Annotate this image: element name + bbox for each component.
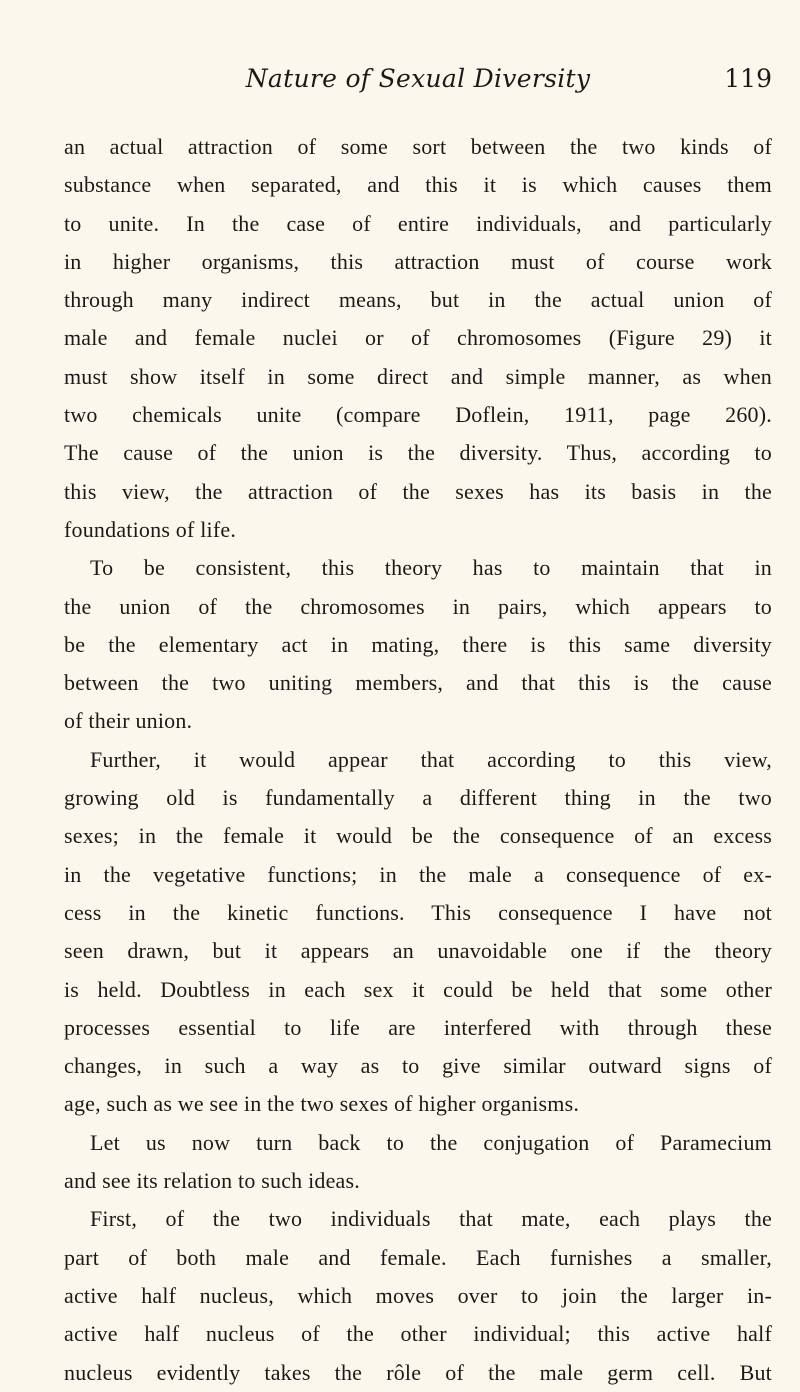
text-line: the union of the chromosomes in pairs, which appears to <box>64 593 772 619</box>
page-number: 119 <box>724 64 772 93</box>
text-line: Let us now turn back to the conjugation of Paramecium <box>90 1129 772 1155</box>
text-line: two chemicals unite (compare Doflein, 1911, page 260). <box>64 402 772 428</box>
text-line: this view, the attraction of the sexes has its basis in the <box>64 478 772 504</box>
text-line: to unite. In the case of entire individuals, and particularly <box>64 210 772 236</box>
text-line: age, such as we see in the two sexes of higher organisms. <box>64 1091 580 1117</box>
text-line: foundations of life. <box>64 516 237 542</box>
text-line: First, of the two individuals that mate, each plays the <box>90 1206 772 1232</box>
text-line: through many indirect means, but in the actual union of <box>64 287 772 313</box>
text-line: substance when separated, and this it is which causes them <box>64 172 772 198</box>
text-line: active half nucleus, which moves over to join the larger in- <box>64 1282 772 1308</box>
running-head <box>64 64 772 104</box>
text-line: sexes; in the female it would be the consequence of an excess <box>64 823 772 849</box>
text-line: an actual attraction of some sort between the two kinds of <box>64 134 772 159</box>
text-line: part of both male and female. Each furnishes a smaller, <box>64 1244 772 1270</box>
text-line: seen drawn, but it appears an unavoidable one if the theory <box>64 938 772 964</box>
body-text <box>64 128 772 1392</box>
text-line: must show itself in some direct and simple manner, as when <box>64 363 772 389</box>
text-line: Further, it would appear that according to this view, <box>90 746 772 772</box>
text-line: between the two uniting members, and that this is the cause <box>64 670 772 696</box>
text-line: is held. Doubtless in each sex it could be held that some other <box>64 976 772 1002</box>
text-line: of their union. <box>64 708 193 734</box>
text-line: processes essential to life are interfered with through these <box>64 1014 772 1040</box>
text-line: in the vegetative functions; in the male a consequence of ex- <box>64 861 772 887</box>
running-head-title: Nature of Sexual Diversity <box>245 64 591 93</box>
text-line: cess in the kinetic functions. This consequence I have not <box>64 899 772 925</box>
text-line: be the elementary act in mating, there is this same diversity <box>64 631 772 657</box>
text-line: The cause of the union is the diversity. Thus, according to <box>64 440 772 466</box>
text-line: in higher organisms, this attraction must of course work <box>64 248 772 274</box>
text-line: To be consistent, this theory has to maintain that in <box>90 555 772 581</box>
text-line: active half nucleus of the other individual; this active half <box>64 1321 772 1347</box>
text-line: nucleus evidently takes the rôle of the male germ cell. But <box>64 1359 772 1385</box>
text-line: and see its relation to such ideas. <box>64 1168 360 1194</box>
text-line: male and female nuclei or of chromosomes (Figure 29) it <box>64 325 772 351</box>
text-line: changes, in such a way as to give similar outward signs of <box>64 1053 772 1079</box>
text-line: growing old is fundamentally a different thing in the two <box>64 785 772 811</box>
